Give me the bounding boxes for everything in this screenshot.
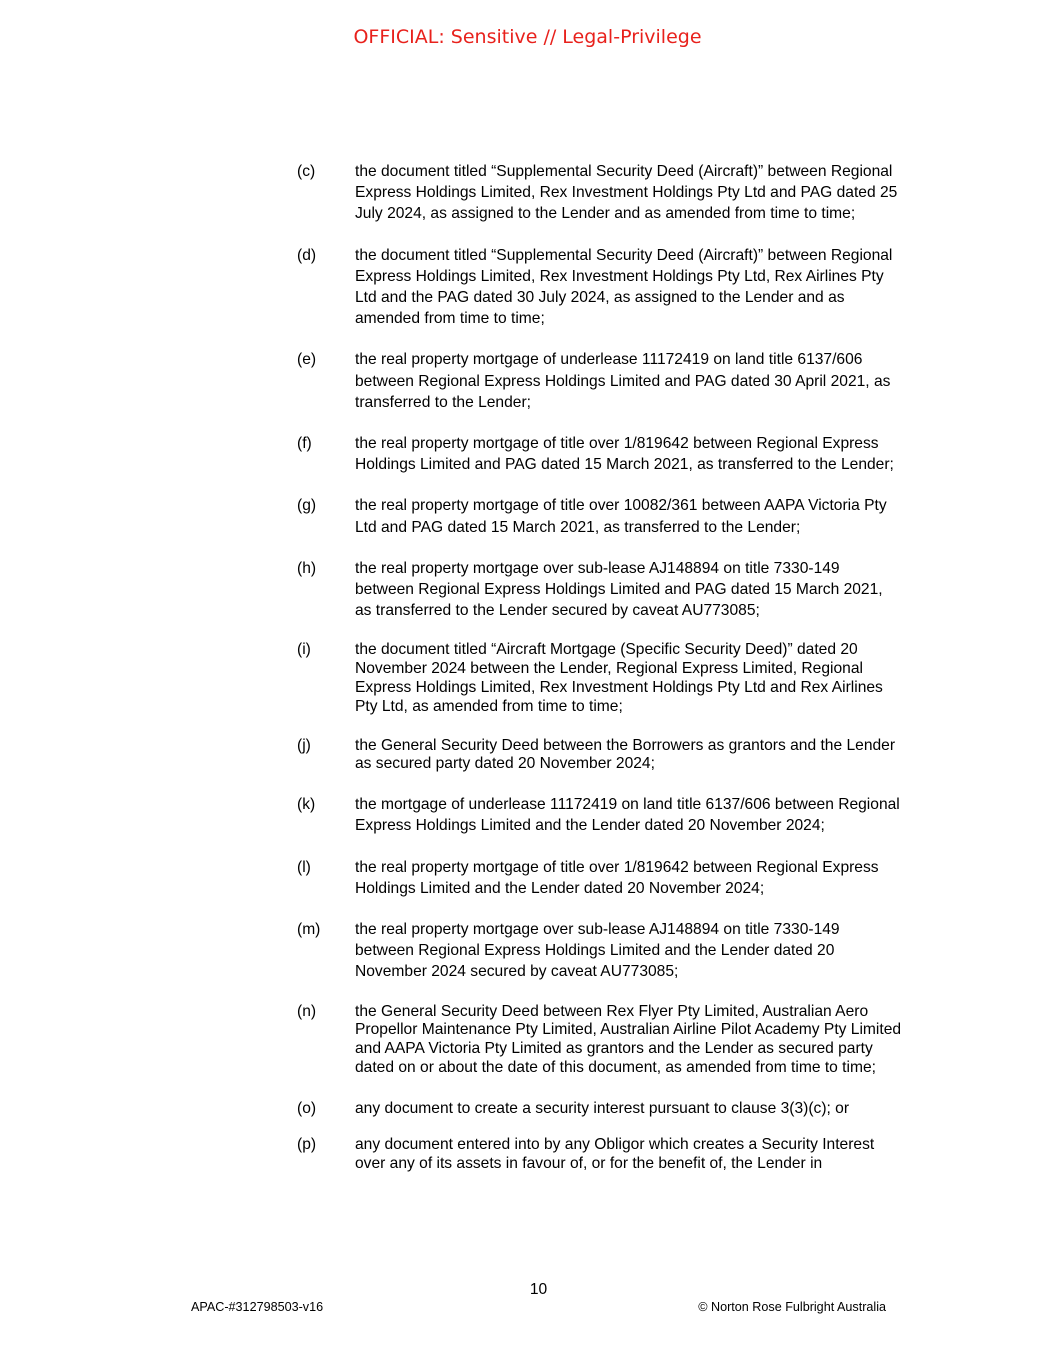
page-number: 10: [529, 1281, 548, 1298]
clause-label: (j): [297, 736, 311, 754]
clause-label: (k): [297, 796, 316, 814]
clause-label: (h): [297, 559, 317, 577]
clause-label: (m): [297, 921, 321, 939]
clause-label: (g): [297, 497, 317, 515]
clause-label: (e): [297, 351, 317, 369]
clause-label: (n): [297, 1002, 317, 1020]
clause-text: the document titled “Aircraft Mortgage (Specific Security Deed)” dated 20 November 2024 between the Lender, Regional Express Limited, Regional Express Holdings Limited, Rex Investment Holdings Pty Ltd and Rex Airlines Pty Ltd, as amended from time to time;: [355, 641, 883, 715]
clause-item: [297, 1136, 902, 1174]
clause-item: [297, 1098, 902, 1119]
clause-text: the document titled “Supplemental Security Deed (Aircraft)” between Regional Express Holdings Limited, Rex Investment Holdings Pty Ltd, Rex Airlines Pty Ltd and the PAG dated 30 July 2024, as assigned to the Lender and as amended from time to time;: [355, 246, 893, 328]
clause-text: the real property mortgage over sub-lease AJ148894 on title 7330-149 between Regional Express Holdings Limited and PAG dated 15 March 2021, as transferred to the Lender secured by caveat AU773085;: [355, 559, 883, 620]
clause-label: (i): [297, 641, 311, 659]
document-id: APAC-#312798503-v16: [191, 1300, 324, 1314]
clause-item: [297, 495, 902, 537]
clause-text: any document entered into by any Obligor which creates a Security Interest over any of its assets in favour of, or for the benefit of, the Lender in: [355, 1136, 875, 1172]
clause-item: [297, 794, 902, 836]
clause-label: (d): [297, 246, 317, 264]
clause-text: the real property mortgage of underlease 11172419 on land title 6137/606 between Regional Express Holdings Limited and PAG dated 30 April 2021, as transferred to the Lender;: [355, 351, 891, 411]
clause-item: [297, 641, 902, 716]
clause-label: (l): [297, 858, 311, 876]
clause-label: (o): [297, 1099, 317, 1117]
clause-list: [297, 161, 902, 1174]
clause-item: [297, 161, 902, 225]
clause-item: [297, 737, 902, 775]
clause-text: the real property mortgage over sub-lease AJ148894 on title 7330-149 between Regional Express Holdings Limited and the Lender dated 20 November 2024 secured by caveat AU773085;: [355, 921, 840, 981]
clause-label: (f): [297, 435, 312, 453]
clause-text: the real property mortgage of title over 1/819642 between Regional Express Holdings Limited and PAG dated 15 March 2021, as transferred to the Lender;: [355, 435, 894, 474]
clause-text: any document to create a security interest pursuant to clause 3(3)(c); or: [355, 1099, 850, 1117]
clause-text: the real property mortgage of title over 1/819642 between Regional Express Holdings Limited and the Lender dated 20 November 2024;: [355, 858, 879, 897]
classification-marking: OFFICIAL: Sensitive // Legal-Privilege: [353, 26, 702, 48]
clause-item: [297, 558, 902, 622]
clause-item: [297, 857, 902, 899]
clause-text: the real property mortgage of title over 10082/361 between AAPA Victoria Pty Ltd and PAG dated 15 March 2021, as transferred to the Lender;: [355, 497, 887, 536]
clause-text: the General Security Deed between Rex Flyer Pty Limited, Australian Aero Propellor Maintenance Pty Limited, Australian Airline Pilot Academy Pty Limited and AAPA Victoria Pty Limited as grantors and the Lender as secured party dated on or about the date of this document, as amended from time to time;: [355, 1002, 902, 1077]
clause-item: [297, 919, 902, 983]
clause-item: [297, 433, 902, 475]
clause-text: the document titled “Supplemental Security Deed (Aircraft)” between Regional Express Holdings Limited, Rex Investment Holdings Pty Ltd and PAG dated 25 July 2024, as assigned to the Lender and as amended from time to time;: [355, 163, 898, 223]
clause-text: the General Security Deed between the Borrowers as grantors and the Lender as secured party dated 20 November 2024;: [355, 736, 896, 773]
clause-label: (p): [297, 1136, 317, 1154]
clause-item: [297, 349, 902, 413]
copyright-notice: © Norton Rose Fulbright Australia: [698, 1300, 886, 1314]
clause-label: (c): [297, 163, 316, 180]
clause-item: [297, 1003, 902, 1078]
clause-item: [297, 245, 902, 330]
clause-text: the mortgage of underlease 11172419 on land title 6137/606 between Regional Express Holdings Limited and the Lender dated 20 November 2024;: [355, 796, 900, 835]
